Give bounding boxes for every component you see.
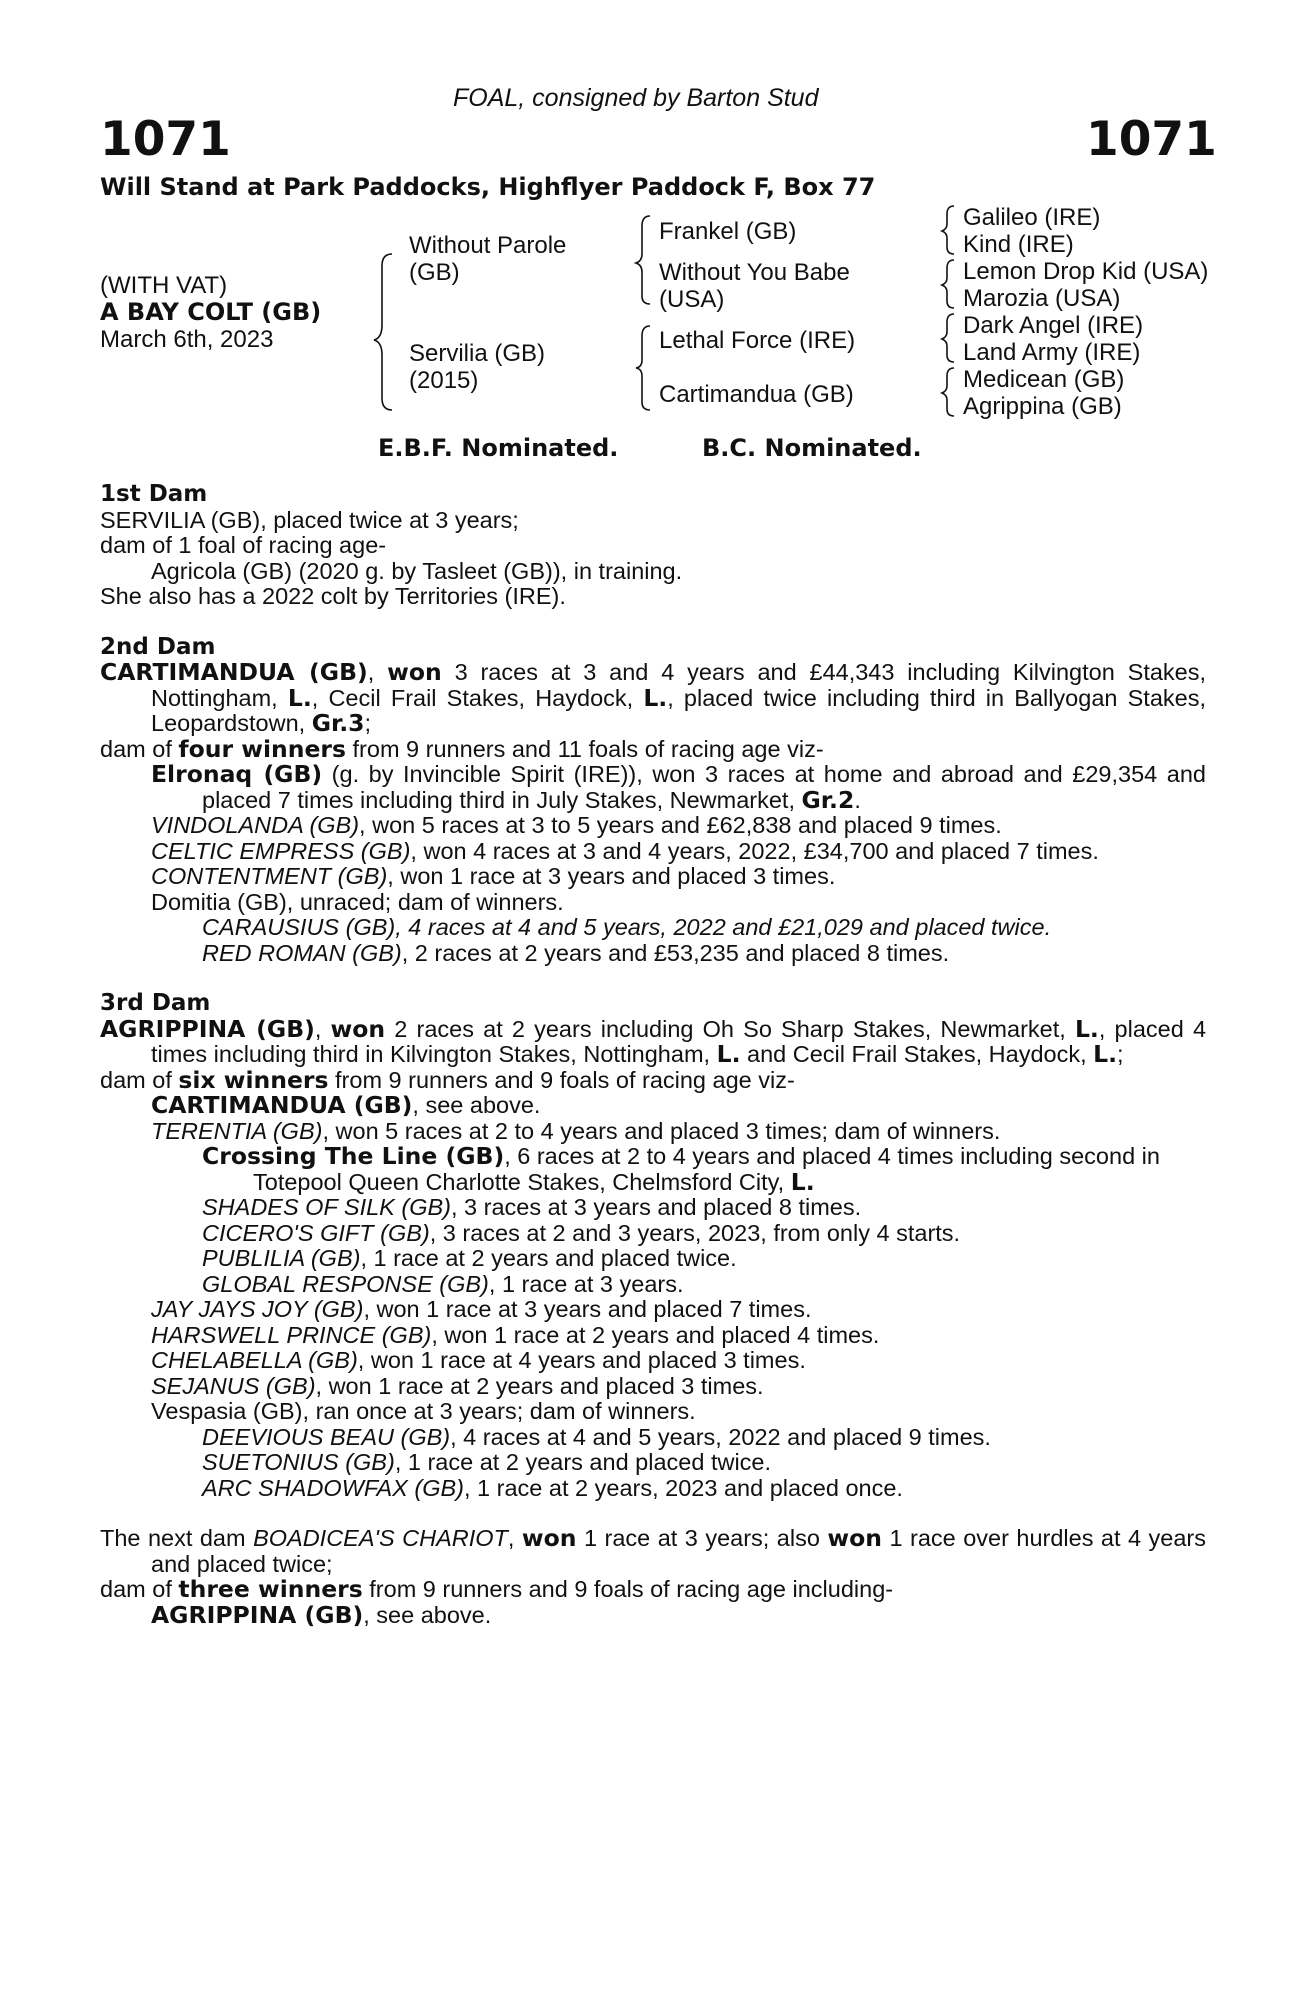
third-dam-record: AGRIPPINA (GB), won 2 races at 2 years including Oh So Sharp Stakes, Newmarket, L., placed 4 times including third in Kilvington Stakes, Nottingham, L. and Cecil Frail Stakes, Haydock, L.; (100, 1014, 1207, 1068)
list-item: RED ROMAN (GB), 2 races at 2 years and £53,235 and placed 8 times. (202, 939, 950, 966)
list-item: Vespasia (GB), ran once at 3 years; dam of winners. (151, 1398, 696, 1424)
pedigree-gen3-3: Lemon Drop Kid (USA) (963, 258, 1209, 285)
next-dam-record: The next dam BOADICEA'S CHARIOT, won 1 race at 3 years; also won 1 race over hurdles at 4 years and placed twice; (100, 1524, 1207, 1577)
lot-number-right: 1071 (1086, 112, 1217, 167)
pedigree-dam-sire: Lethal Force (IRE) (659, 327, 856, 354)
list-item: CONTENTMENT (GB), won 1 race at 3 years and placed 3 times. (151, 863, 836, 889)
list-item: Elronaq (GB) (g. by Invincible Spirit (IRE)), won 3 races at home and abroad and £29,354 and placed 7 times including third in July Stakes, Newmarket, Gr.2. (151, 760, 1206, 814)
list-item: Crossing The Line (GB), 6 races at 2 to 4 years and placed 4 times including second in Totepool Queen Charlotte Stakes, Chelmsford City, L. (202, 1142, 1160, 1196)
pedigree-sire: Without Parole (GB) (409, 232, 567, 286)
list-item: CHELABELLA (GB), won 1 race at 4 years and placed 3 times. (151, 1347, 806, 1373)
first-dam-heading: 1st Dam (100, 481, 208, 507)
first-dam-line: SERVILIA (GB), placed twice at 3 years; (100, 506, 519, 533)
list-item: SUETONIUS (GB), 1 race at 2 years and placed twice. (202, 1449, 772, 1475)
list-item: HARSWELL PRINCE (GB), won 1 race at 2 years and placed 4 times. (151, 1321, 880, 1348)
list-item: ARC SHADOWFAX (GB), 1 race at 2 years, 2023 and placed once. (202, 1474, 903, 1501)
next-dam-produce: dam of three winners from 9 runners and 9 foals of racing age including- (100, 1575, 894, 1603)
list-item: TERENTIA (GB), won 5 races at 2 to 4 years and placed 3 times; dam of winners. (151, 1117, 1001, 1144)
first-dam-foal: Agricola (GB) (2020 g. by Tasleet (GB)), in training. (151, 557, 683, 584)
pedigree-gen3-4: Marozia (USA) (963, 285, 1121, 312)
second-dam-record: CARTIMANDUA (GB), won 3 races at 3 and 4 years and £44,343 including Kilvington Stakes, Nottingham, L., Cecil Frail Stakes, Haydock, L., placed twice including third in Ballyogan Stakes, Leopardstown, Gr.3; (100, 658, 1207, 737)
pedigree-notes (100, 482, 1206, 1628)
bc-nomination: B.C. Nominated. (702, 434, 922, 462)
list-item: SEJANUS (GB), won 1 race at 2 years and placed 3 times. (151, 1372, 764, 1399)
second-dam-produce: dam of four winners from 9 runners and 11 foals of racing age viz- (100, 734, 824, 763)
list-item: VINDOLANDA (GB), won 5 races at 3 to 5 years and £62,838 and placed 9 times. (151, 812, 1002, 838)
list-item: SHADES OF SILK (GB), 3 races at 3 years and placed 8 times. (202, 1194, 862, 1220)
list-item: PUBLILIA (GB), 1 race at 2 years and placed twice. (202, 1245, 737, 1271)
first-dam-line: She also has a 2022 colt by Territories (IRE). (100, 583, 566, 609)
horse-name: A BAY COLT (GB) (100, 298, 322, 326)
list-item: CARTIMANDUA (GB), see above. (151, 1091, 541, 1119)
pedigree-dam-dam: Cartimandua (GB) (659, 381, 854, 408)
third-dam-produce: dam of six winners from 9 runners and 9 foals of racing age viz- (100, 1065, 795, 1094)
list-item: AGRIPPINA (GB), see above. (151, 1600, 492, 1629)
list-item: CICERO'S GIFT (GB), 3 races at 2 and 3 years, 2023, from only 4 starts. (202, 1219, 961, 1246)
list-item: Domitia (GB), unraced; dam of winners. (151, 888, 564, 915)
third-dam-heading: 3rd Dam (100, 990, 211, 1016)
list-item: JAY JAYS JOY (GB), won 1 race at 3 years and placed 7 times. (151, 1296, 812, 1322)
pedigree-dam: Servilia (GB) (2015) (409, 340, 546, 394)
pedigree-sire-dam: Without You Babe (USA) (659, 259, 850, 313)
stand-location: Will Stand at Park Paddocks, Highflyer Paddock F, Box 77 (100, 173, 876, 201)
second-dam-heading: 2nd Dam (100, 633, 216, 660)
list-item: CARAUSIUS (GB), 4 races at 4 and 5 years, 2022 and £21,029 and placed twice. (202, 914, 1052, 940)
consignment-line: FOAL, consigned by Barton Stud (453, 84, 819, 112)
list-item: GLOBAL RESPONSE (GB), 1 race at 3 years. (202, 1270, 684, 1297)
list-item: CELTIC EMPRESS (GB), won 4 races at 3 and 4 years, 2022, £34,700 and placed 7 times. (151, 837, 1099, 864)
vat-note: (WITH VAT) (100, 272, 228, 299)
ebf-nomination: E.B.F. Nominated. (378, 434, 619, 462)
pedigree-gen3-5: Dark Angel (IRE) (963, 312, 1144, 339)
pedigree-gen3-8: Agrippina (GB) (963, 393, 1122, 420)
pedigree-sire-sire: Frankel (GB) (659, 218, 797, 245)
foaling-date: March 6th, 2023 (100, 326, 274, 353)
pedigree-gen3-6: Land Army (IRE) (963, 339, 1141, 366)
first-dam-line: dam of 1 foal of racing age- (100, 532, 387, 558)
pedigree-gen3-7: Medicean (GB) (963, 366, 1125, 393)
pedigree-gen3-1: Galileo (IRE) (963, 204, 1101, 231)
lot-number-left: 1071 (100, 112, 231, 167)
list-item: DEEVIOUS BEAU (GB), 4 races at 4 and 5 years, 2022 and placed 9 times. (202, 1423, 991, 1450)
pedigree-gen3-2: Kind (IRE) (963, 231, 1074, 258)
